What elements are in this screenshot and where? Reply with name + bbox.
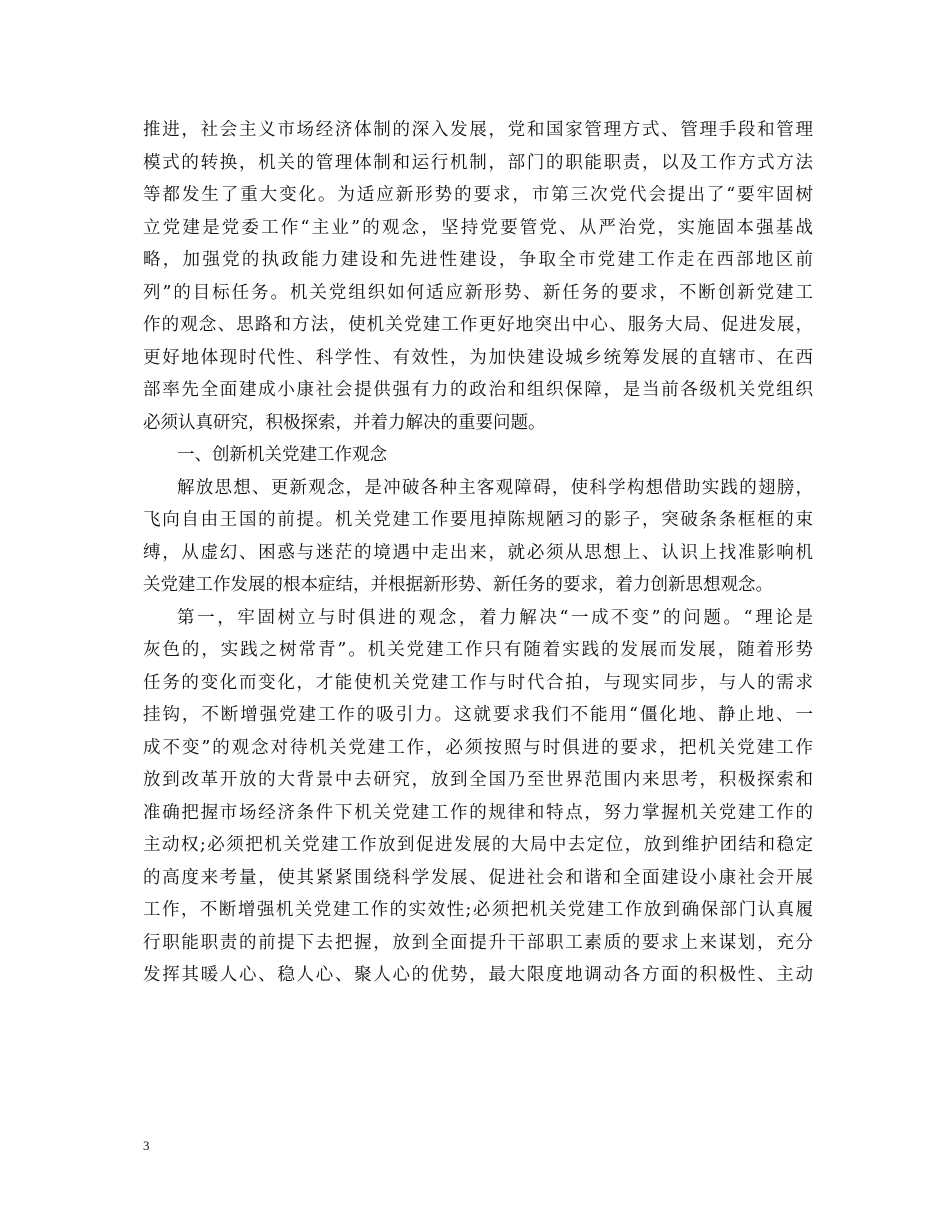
text-line: 模式的转换，机关的管理体制和运行机制，部门的职能职责，以及工作方式方法 [143,152,813,173]
document-body [143,114,813,992]
text-line: 关党建工作发展的根本症结，并根据新形势、新任务的要求，着力创新思想观念。 [143,575,773,595]
text-line: 立党建是党委工作“主业”的观念，坚持党要管党、从严治党，实施固本强基战 [143,217,813,238]
text-line: 等都发生了重大变化。为适应新形势的要求，市第三次党代会提出了“要牢固树 [143,185,813,205]
text-line: 准确把握市场经济条件下机关党建工作的规律和特点，努力掌握机关党建工作的 [143,802,813,823]
paragraph-first-point [143,602,813,992]
text-line: 略，加强党的执政能力建设和先进性建设，争取全市党建工作走在西部地区前 [143,250,813,270]
section-heading-text: 一、创新机关党建工作观念 [177,445,387,465]
text-line: 工作，不断增强机关党建工作的实效性;必须把机关党建工作放到确保部门认真履 [143,900,813,920]
text-line: 灰色的，实践之树常青”。机关党建工作只有随着实践的发展而发展，随着形势 [143,640,813,660]
text-line: 部率先全面建成小康社会提供强有力的政治和组织保障，是当前各级机关党组织 [143,380,813,400]
text-line: 挂钩，不断增强党建工作的吸引力。这就要求我们不能用“僵化地、静止地、一 [143,705,813,725]
text-line: 发挥其暖人心、稳人心、聚人心的优势，最大限度地调动各方面的积极性、主动 [143,965,813,985]
text-line: 更好地体现时代性、科学性、有效性，为加快建设城乡统筹发展的直辖市、在西 [143,347,813,368]
text-line: 的高度来考量，使其紧紧围绕科学发展、促进社会和谐和全面建设小康社会开展 [143,867,813,888]
text-line: 成不变”的观念对待机关党建工作，必须按照与时俱进的要求，把机关党建工作 [143,737,813,758]
text-line: 放到改革开放的大背景中去研究，放到全国乃至世界范围内来思考，积极探索和 [143,770,813,790]
paragraph-liberate-thinking [143,472,813,602]
text-line: 作的观念、思路和方法，使机关党建工作更好地突出中心、服务大局、促进发展， [143,315,813,335]
paragraph-intro-continuation [143,114,813,439]
page-number: 3 [143,1138,150,1153]
text-line: 解放思想、更新观念，是冲破各种主客观障碍，使科学构想借助实践的翅膀， [177,477,813,498]
text-line: 第一，牢固树立与时俱进的观念，着力解决“一成不变”的问题。“理论是 [177,607,813,628]
text-line: 缚，从虚幻、困惑与迷茫的境遇中走出来，就必须从思想上、认识上找准影响机 [143,542,813,563]
text-line: 行职能职责的前提下去把握，放到全面提升干部职工素质的要求上来谋划，充分 [143,932,813,953]
text-line: 主动权;必须把机关党建工作放到促进发展的大局中去定位，放到维护团结和稳定 [143,835,813,855]
text-line: 推进，社会主义市场经济体制的深入发展，党和国家管理方式、管理手段和管理 [143,120,813,140]
text-line: 必须认真研究，积极探索，并着力解决的重要问题。 [143,412,546,433]
text-line: 列”的目标任务。机关党组织如何适应新形势、新任务的要求，不断创新党建工 [143,282,813,303]
text-line: 任务的变化而变化，才能使机关党建工作与时代合拍，与现实同步，与人的需求 [143,672,813,693]
section-heading [143,439,813,472]
text-line: 飞向自由王国的前提。机关党建工作要甩掉陈规陋习的影子，突破条条框框的束 [143,510,813,530]
